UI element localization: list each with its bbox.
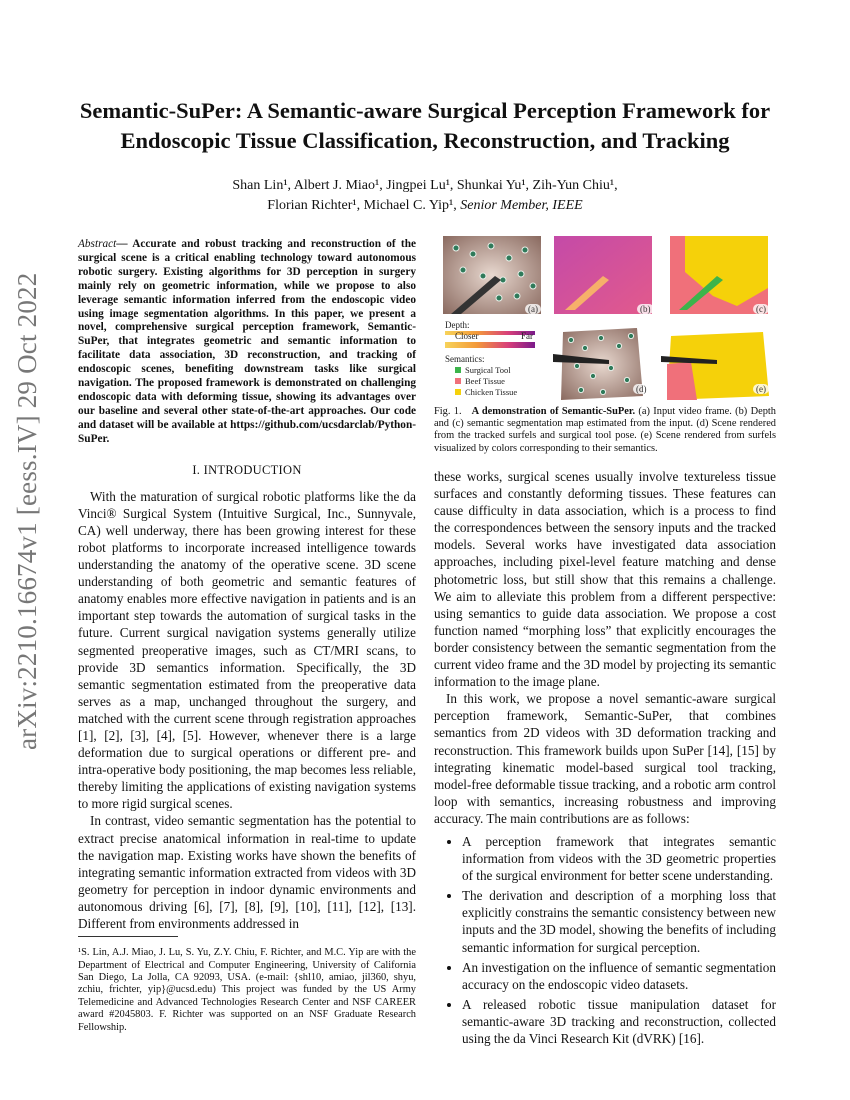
title-line-2: Endoscopic Tissue Classification, Reconstruction, and Tracking (120, 128, 730, 153)
panel-label-e: (e) (753, 384, 769, 394)
panel-label-d: (d) (633, 384, 650, 394)
author-title: Senior Member, IEEE (460, 198, 583, 213)
abstract-label: Abstract (78, 238, 117, 250)
intro-paragraph-1: With the maturation of surgical robotic platforms like the da Vinci® Surgical System (Intuitive Surgical, Inc., Sunnyvale, CA) well underway, there has been growing interest for these robot platforms to incorporate increased intelligence towards understanding the anatomy of the operative scene. 3D scene understanding of both geometric and semantic features of anatomy enables more effective navigation in patients and is an important step towards the automation of surgical tasks in the future. Current surgical navigation systems generally utilize segmented preoperative images, such as CT/MRI scans, to provide 3D semantics information. Specifically, the 3D semantic segmentation estimated from the preoperative data serves as a map, unchanged throughout the surgery, and matched with the current scene through registration approaches [1], [2], [3], [4], [5]. However, whenever there is a large deformation due to surgical operations or different pre- and intra-operative body positioning, the map becomes less reliable, thereby limiting the applications of existing navigation systems to more rigid surgical scenes. (78, 488, 416, 812)
figure-graphic (441, 236, 776, 404)
semantics-label: Semantics: (445, 354, 485, 364)
legend-swatch-beef-tissue (455, 378, 461, 384)
depth-far-label: Far (521, 331, 533, 341)
right-column (434, 468, 776, 1050)
panel-a-input-frame (443, 236, 541, 314)
intro-paragraph-3: these works, surgical scenes usually involve textureless tissue surfaces and constantly deforming tissues. These features can cause difficulty in data association, which is a process to find the correspondences between the sensory inputs and the tracked models. Several works have investigated data association approaches, including pixel-level feature matching and dense photometric loss, but still show that this remains a challenge. We aim to alleviate this problem from a different perspective: using semantics to guide data association. We propose a cost function named “morphing loss” that explicitly encourages the border consistency between the semantic segmentation from the current video frame and the 3D model by projecting its semantic information to the image plane. (434, 469, 776, 690)
contributions-list (434, 833, 776, 1047)
depth-colorbar-strip (445, 342, 535, 348)
legend-chicken-tissue: Chicken Tissue (465, 387, 518, 397)
paper-title (60, 96, 790, 156)
caption-title: A demonstration of Semantic-SuPer. (471, 406, 636, 417)
footnote: ¹S. Lin, A.J. Miao, J. Lu, S. Yu, Z.Y. Chiu, F. Richter, and M.C. Yip are with the Department of Electrical and Computer Engineering, University of California San Diego, La Jolla, CA 92093, USA. (e-mail: {shl10, amiao, jil360, shyu, zchiu, frichter, yip}@ucsd.edu) This project was funded by the US Army Telemedicine and Advanced Technologies Research Center and NSF CAREER award #2045803. F. Richter was supported on an NSF Graduate Research Fellowship. (78, 947, 416, 1033)
caption-label: Fig. 1. (434, 406, 462, 417)
abstract (78, 238, 416, 447)
panel-c-semantic-map (670, 236, 768, 314)
left-column (78, 238, 416, 1034)
authors-line-2-names: Florian Richter¹, Michael C. Yip¹, (267, 198, 461, 213)
panel-d-rendered-surfels (553, 328, 643, 400)
title-line-1: Semantic-SuPer: A Semantic-aware Surgical Perception Framework for (79, 98, 771, 123)
contribution-item: • A released robotic tissue manipulation dataset for semantic-aware 3D tracking and reconstruction, collected using the da Vinci Research Kit (dVRK) [16]. (462, 996, 776, 1047)
figure-caption (434, 406, 776, 455)
caption-text: (a) Input video frame. (b) Depth and (c) semantic segmentation map estimated from the input. (d) Scene rendered from the tracked surfels and surgical tool pose. (e) Scene rendered from surfels visualized by colors corresponding to their semantics. (434, 406, 776, 454)
depth-label: Depth: (445, 320, 470, 330)
figure-1 (441, 236, 776, 404)
panel-label-c: (c) (753, 304, 769, 314)
legend-beef-tissue: Beef Tissue (465, 376, 505, 386)
intro-paragraph-2: In contrast, video semantic segmentation has the potential to extract precise anatomical information in real-time to update the navigation map. Existing works have shown the benefits of integrating semantic information extracted from videos with 3D geometry for perception in indoor dynamic environments and autonomous driving [6], [7], [8], [9], [10], [11], [12], [13]. Different from environments addressed in (78, 813, 416, 932)
footnote-rule (78, 936, 178, 937)
contribution-item: • The derivation and description of a morphing loss that explicitly constrains the semantic consistency between new inputs and the 3D model, showing the benefits of including semantic information for surgical perception. (462, 887, 776, 955)
contribution-item: • A perception framework that integrates semantic information from videos with the 3D geometric properties of the surgical environment for better scene understanding. (462, 833, 776, 884)
authors-line-2 (80, 196, 770, 216)
abstract-text: — Accurate and robust tracking and reconstruction of the surgical scene is a critical enabling technology toward autonomous robotic surgery. Existing algorithms for 3D perception in surgery mainly rely on geometric information, while we propose to also leverage semantic information inferred from the endoscopic video using image segmentation algorithms. In this paper, we present a novel, comprehensive surgical perception framework, Semantic-SuPer, that integrates geometric and semantic information to facilitate data association, 3D reconstruction, and tracking of endoscopic scenes, benefiting downstream tasks like surgical navigation. The proposed framework is demonstrated on challenging endoscopic data with deforming tissue, showing its advantages over our baseline and several other state-of-the-art approaches. Our code and dataset will be available at https://github.com/ucsdarclab/Python-SuPer. (78, 238, 416, 445)
depth-closer-label: Closer (455, 331, 479, 341)
intro-paragraph-4: In this work, we propose a novel semantic-aware surgical perception framework, Semantic-SuPer, that combines semantics from 2D videos with 3D deformation tracking and reconstruction. This framework builds upon SuPer [14], [15] by integrating kinematic model-based surgical tool tracking, model-free deformable tissue tracking, and a robotic arm control loop with semantics, increasing robustness and improving accuracy. The main contributions are as follows: (434, 691, 776, 826)
panel-label-a: (a) (525, 304, 541, 314)
arxiv-sidebar-id: arXiv:2210.16674v1 [eess.IV] 29 Oct 2022 (12, 272, 42, 750)
legend-swatch-surgical-tool (455, 367, 461, 373)
authors-line-1: Shan Lin¹, Albert J. Miao¹, Jingpei Lu¹, Shunkai Yu¹, Zih-Yun Chiu¹, (232, 178, 618, 193)
panel-b-depth-map (554, 236, 652, 314)
author-list (80, 176, 770, 216)
panel-label-b: (b) (637, 304, 654, 314)
legend-surgical-tool: Surgical Tool (465, 365, 511, 375)
legend-swatch-chicken-tissue (455, 389, 461, 395)
contribution-item: • An investigation on the influence of semantic segmentation accuracy on the endoscopic video datasets. (462, 959, 776, 993)
section-heading-introduction: I. INTRODUCTION (192, 462, 302, 477)
